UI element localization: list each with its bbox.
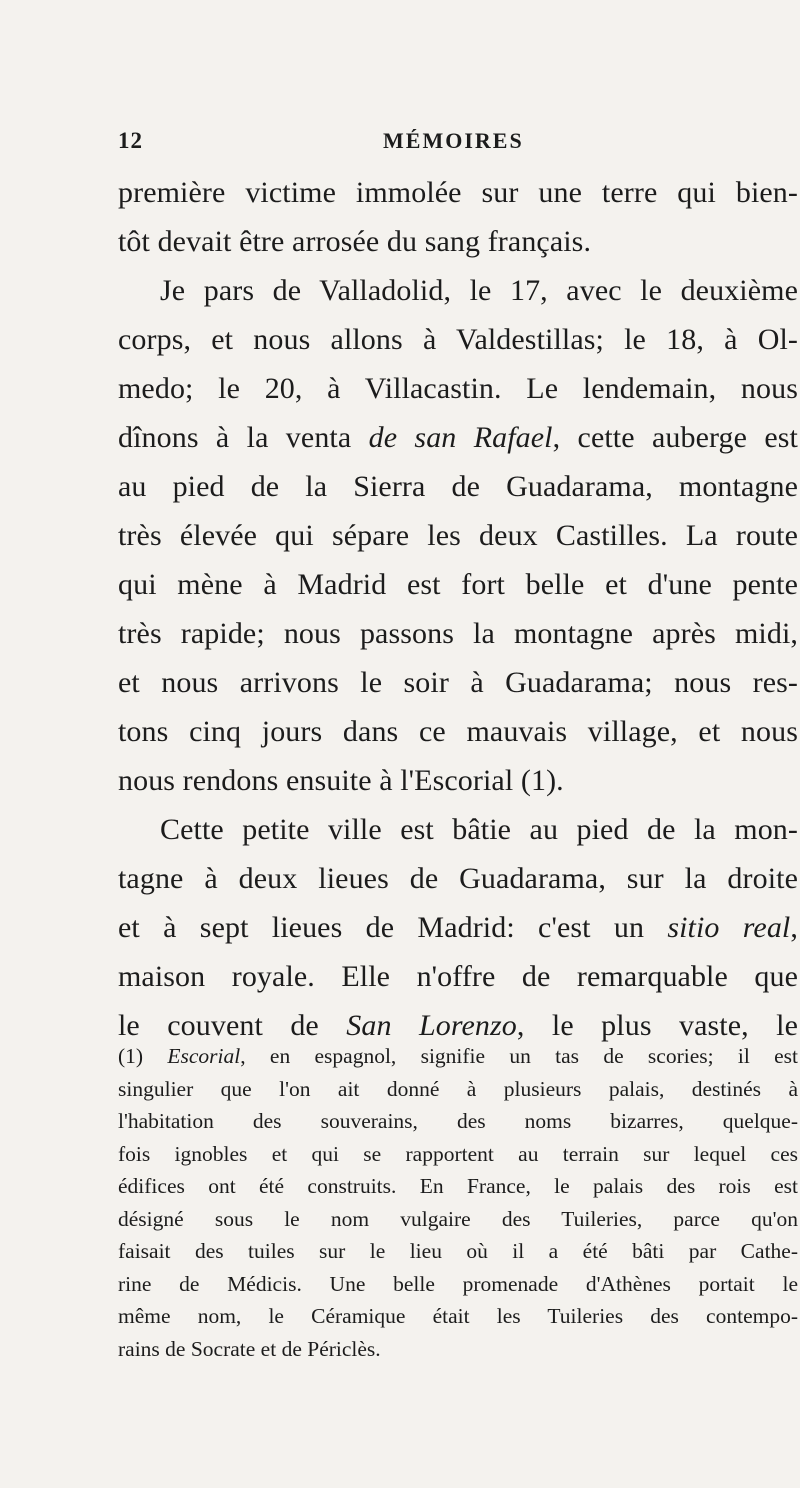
text-line: très élevée qui sépare les deux Castilles. La route — [118, 519, 798, 552]
footnote — [118, 1040, 798, 1365]
footnote-line: édifices ont été construits. En France, le palais des rois est — [118, 1174, 798, 1198]
footnote-line — [118, 1040, 798, 1073]
footnote-line: rine de Médicis. Une belle promenade d'Athènes portait le — [118, 1271, 798, 1296]
text-line: tagne à deux lieues de Guadarama, sur la droite — [118, 862, 798, 895]
text-run: , — [790, 911, 798, 944]
text-line: très rapide; nous passons la montagne après midi, — [118, 617, 798, 650]
main-text — [118, 168, 798, 1050]
italic-place-name: de san Rafael — [368, 421, 553, 454]
text-run: , en espagnol, signifie un tas de scories; il est — [240, 1044, 799, 1068]
text-line: Je pars de Valladolid, le 17, avec le deuxième — [160, 274, 798, 307]
text-line: nous rendons ensuite à l'Escorial (1). — [118, 764, 564, 797]
italic-term: sitio real — [667, 911, 791, 944]
text-line: corps, et nous allons à Valdestillas; le 18, à Ol- — [118, 323, 798, 356]
page-number: 12 — [118, 128, 143, 153]
text-line: maison royale. Elle n'offre de remarquable que — [118, 960, 798, 993]
footnote-line: rains de Socrate et de Périclès. — [118, 1336, 381, 1361]
footnote-line: désigné sous le nom vulgaire des Tuileries, parce qu'on — [118, 1206, 798, 1231]
italic-place-name: San Lorenzo — [346, 1009, 517, 1042]
text-line: au pied de la Sierra de Guadarama, montagne — [118, 470, 798, 503]
text-line: tôt devait être arrosée du sang français. — [118, 225, 592, 258]
footnote-marker: (1) — [118, 1044, 168, 1068]
text-line — [118, 413, 798, 462]
text-run: le couvent de — [118, 1009, 347, 1042]
footnote-line: singulier que l'on ait donné à plusieurs palais, destinés à — [118, 1076, 798, 1101]
text-run: , cette auberge est — [552, 421, 798, 454]
italic-term: Escorial — [167, 1044, 241, 1068]
footnote-line: fois ignobles et qui se rapportent au terrain sur lequel ces — [118, 1141, 798, 1166]
text-line: qui mène à Madrid est fort belle et d'une pente — [118, 568, 798, 601]
text-run: et à sept lieues de Madrid: c'est un — [118, 911, 668, 944]
text-line: tons cinq jours dans ce mauvais village, et nous — [118, 715, 798, 748]
page-header — [118, 128, 788, 160]
footnote-line: même nom, le Céramique était les Tuileries des contempo- — [118, 1304, 798, 1328]
text-line: première victime immolée sur une terre qui bien- — [118, 176, 798, 209]
text-line: Cette petite ville est bâtie au pied de la mon- — [160, 813, 798, 846]
footnote-line: l'habitation des souverains, des noms bizarres, quelque- — [118, 1109, 798, 1133]
text-line — [118, 903, 798, 952]
text-run: , le plus vaste, le — [516, 1009, 798, 1042]
text-line: et nous arrivons le soir à Guadarama; nous res- — [118, 666, 798, 699]
text-line: medo; le 20, à Villacastin. Le lendemain, nous — [118, 372, 798, 405]
text-run: dînons à la venta — [118, 421, 369, 454]
footnote-line: faisait des tuiles sur le lieu où il a été bâti par Cathe- — [118, 1239, 798, 1263]
running-title: MÉMOIRES — [383, 128, 524, 153]
